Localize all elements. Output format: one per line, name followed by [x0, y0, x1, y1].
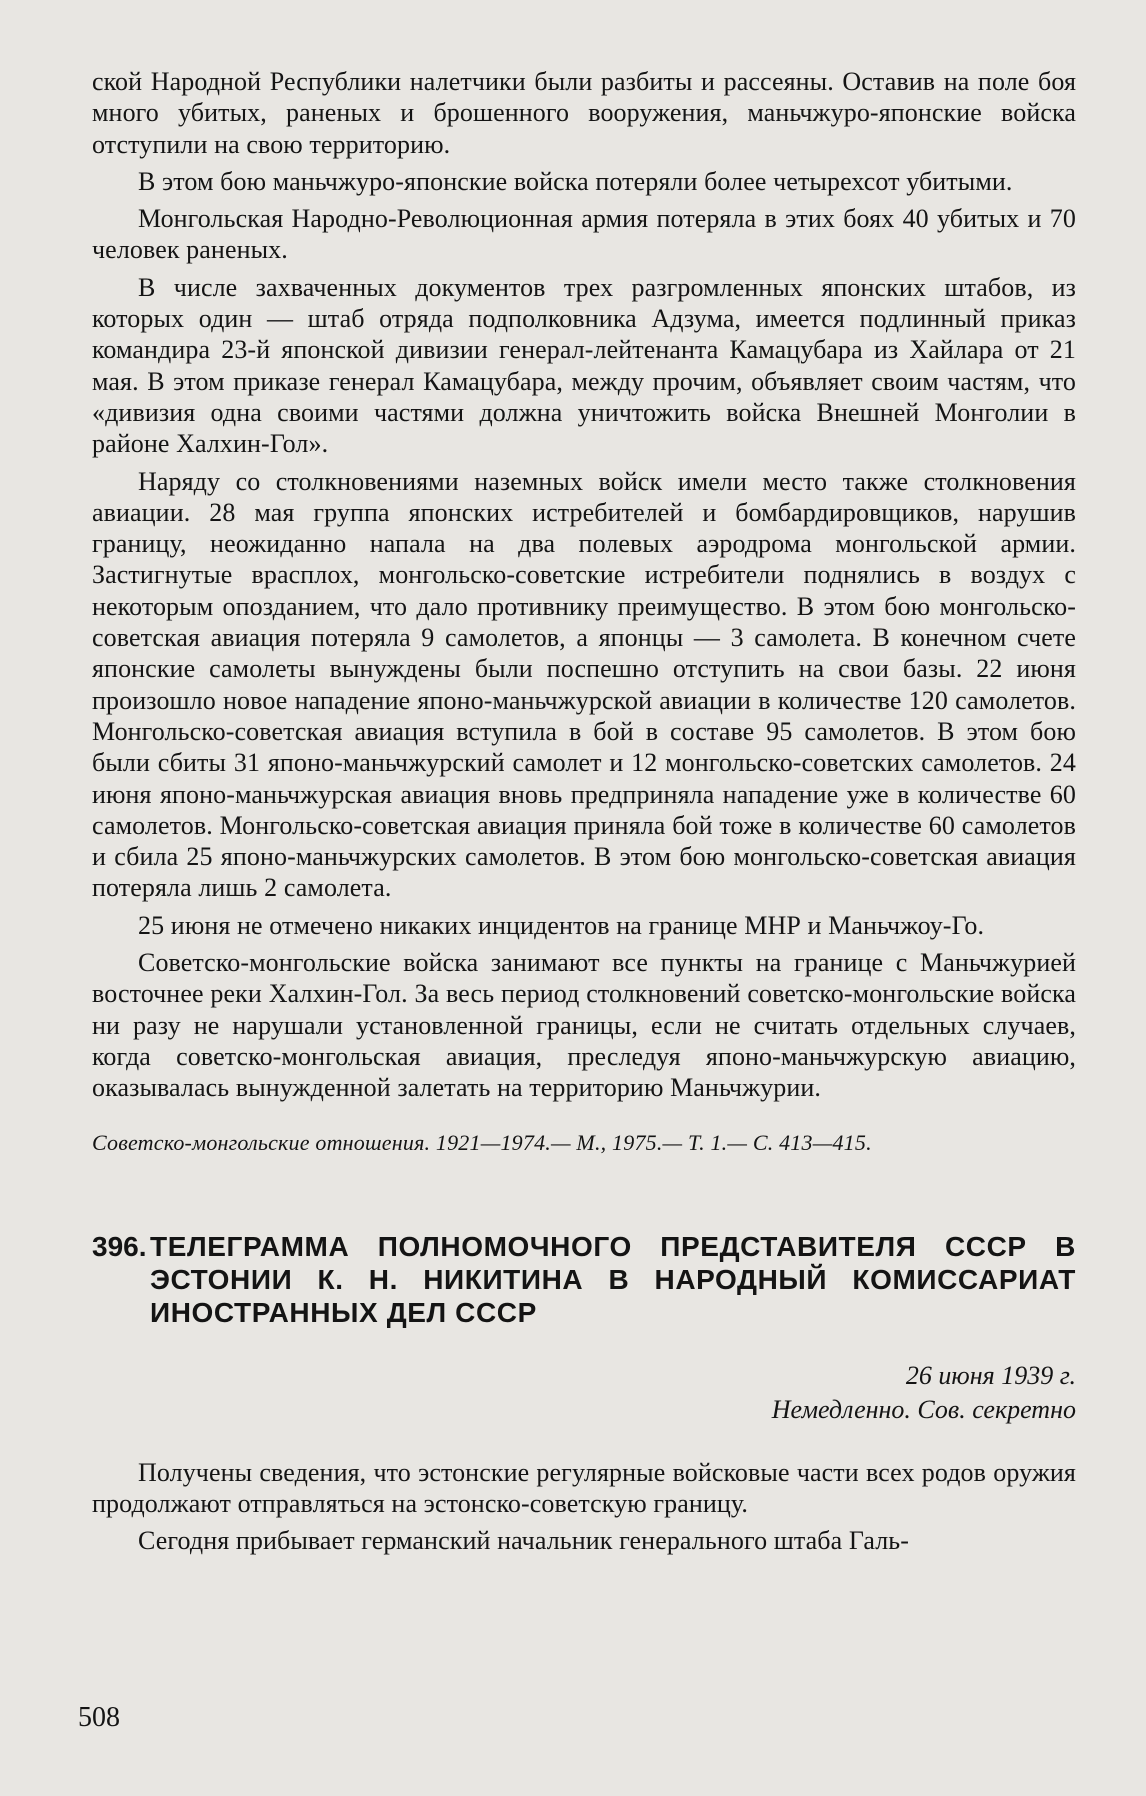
paragraph-losses-japanese: В этом бою маньчжуро-японские войска потеряли более четырехсот убитыми. [138, 166, 1013, 196]
document-meta [92, 1359, 1076, 1427]
paragraph-losses-mongolian: Монгольская Народно-Революционная армия потеряла в этих боях 40 убитых и 70 человек раненых. [92, 204, 1076, 265]
telegram-paragraph-1: Получены сведения, что эстонские регулярные войсковые части всех родов оружия продолжают отправляться на эстонско-советскую границу. [92, 1457, 1076, 1518]
document-heading [92, 1230, 1076, 1329]
paragraph-border-positions: Советско-монгольские войска занимают все пункты на границе с Маньчжурией восточнее реки Халхин-Гол. За весь период столкновений советско-монгольские войска ни разу не нарушали установленной границы, если не считать отдельных случаев, когда советско-монгольская авиация, преследуя японо-маньчжурскую авиацию, оказывалась вынужденной залетать на территорию Маньчжурии. [92, 948, 1076, 1103]
document-classification: Немедленно. Сов. секретно [771, 1394, 1076, 1424]
paragraph-captured-documents: В числе захваченных документов трех разгромленных японских штабов, из которых один — штаб отряда подполковника Адзума, имеется подлинный приказ командира 23-й японской дивизии генерал-лейтенанта Камацубара из Хайлара от 21 мая. В этом приказе генерал Камацубара, между прочим, объявляет своим частям, что «дивизия одна своими частями должна уничтожить войска Внешней Монголии в районе Халхин-Гол». [92, 272, 1076, 459]
document-number: 396. [92, 1230, 147, 1262]
paragraph-continuation: ской Народной Республики налетчики были разбиты и рассеяны. Оставив на поле боя много убитых, раненых и брошенного вооружения, маньчжуро-японские войска отступили на свою территорию. [92, 67, 1076, 159]
document-title: ТЕЛЕГРАММА ПОЛНОМОЧНОГО ПРЕДСТАВИТЕЛЯ СССР В ЭСТОНИИ К. Н. НИКИТИНА В НАРОДНЫЙ КОМИССАРИАТ ИНОСТРАННЫХ ДЕЛ СССР [150, 1230, 1076, 1328]
paragraph-air-battles: Наряду со столкновениями наземных войск имели место также столкновения авиации. 28 мая группа японских истребителей и бомбардировщиков, нарушив границу, неожиданно напала на два полевых аэродрома монгольской армии. Застигнутые врасплох, монгольско-советские истребители поднялись в воздух с некоторым опозданием, что дало противнику преимущество. В этом бою монгольско-советская авиация потеряла 9 самолетов, а японцы — 3 самолета. В конечном счете японские самолеты вынуждены были поспешно отступить на свои базы. 22 июня произошло новое нападение японо-маньчжурской авиации в количестве 120 самолетов. Монгольско-советская авиация вступила в бой в составе 95 самолетов. В этом бою были сбиты 31 японо-маньчжурский самолет и 12 монгольско-советских самолетов. 24 июня японо-маньчжурская авиация вновь предприняла нападение уже в количестве 60 самолетов. Монгольско-советская авиация приняла бой тоже в количестве 60 самолетов и сбила 25 японо-маньчжурских самолетов. В этом бою монгольско-советская авиация потеряла лишь 2 самолета. [92, 466, 1076, 903]
document-date: 26 июня 1939 г. [905, 1360, 1076, 1390]
paragraph-june-25: 25 июня не отмечено никаких инцидентов на границе МНР и Маньчжоу-Го. [138, 910, 985, 940]
document-body [92, 1457, 1076, 1557]
page-number: 508 [78, 1702, 120, 1733]
page-text [92, 66, 1076, 1556]
source-citation: Советско-монгольские отношения. 1921—1974.— М., 1975.— Т. 1.— С. 413—415. [92, 1129, 872, 1155]
telegram-paragraph-2: Сегодня прибывает германский начальник генерального штаба Галь- [138, 1526, 910, 1556]
